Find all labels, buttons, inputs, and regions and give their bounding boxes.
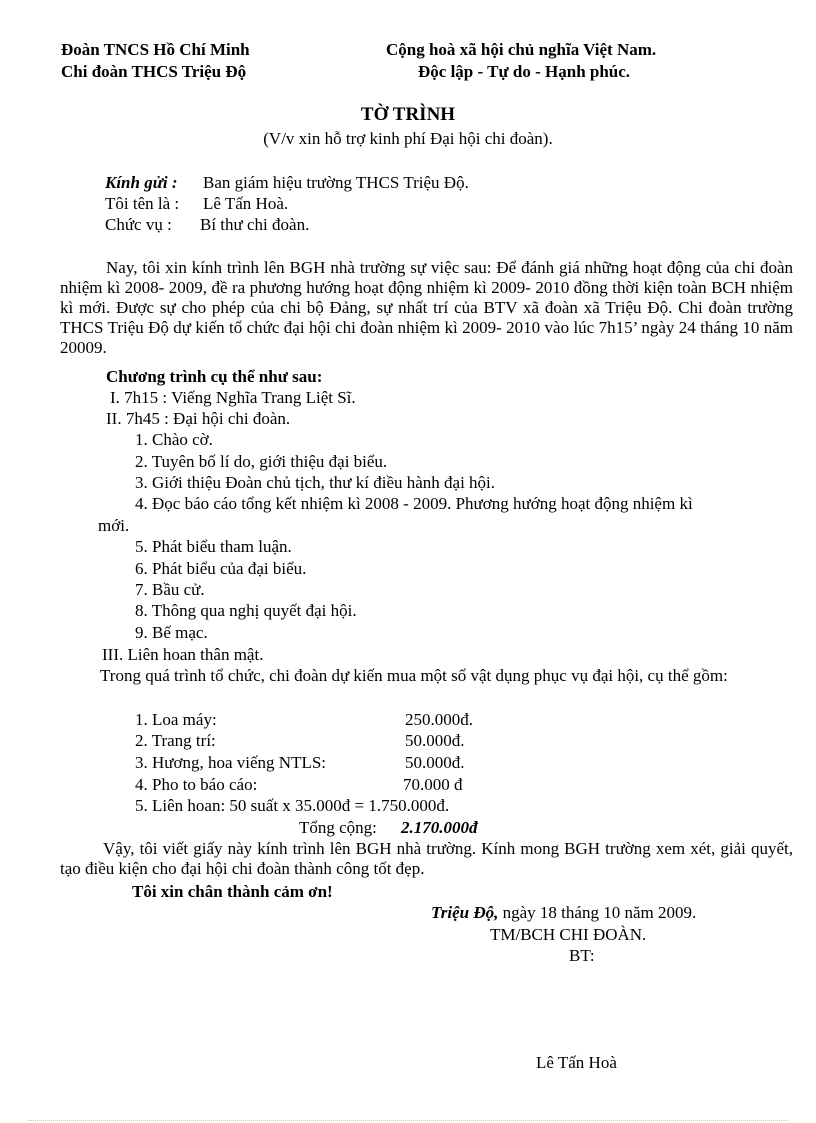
expense-label: 4. Pho to báo cáo:: [135, 775, 258, 794]
page-bottom-border: [28, 1120, 788, 1121]
expense-amount: 50.000đ.: [405, 753, 465, 772]
name-label: Tôi tên là :: [105, 194, 180, 213]
position-label: Chức vụ :: [105, 215, 172, 234]
purchase-text: Trong quá trình tổ chức, chi đoàn dự kiến mua một số vật dụng phục vụ đại hội, cụ thể gồm:: [100, 666, 728, 685]
signer-name: Lê Tấn Hoà: [536, 1053, 617, 1072]
expense-amount: 70.000 đ: [403, 775, 463, 794]
agenda-item: 2. Tuyên bố lí do, giới thiệu đại biểu.: [135, 452, 388, 471]
addressee-value: Ban giám hiệu trường THCS Triệu Độ.: [203, 173, 469, 192]
agenda-item: 4. Đọc báo cáo tổng kết nhiệm kì 2008 - 2009. Phương hướng hoạt động nhiệm kì: [135, 494, 693, 513]
addressee-label: Kính gửi :: [105, 173, 178, 192]
expense-label: 5. Liên hoan: 50 suất x 35.000đ = 1.750.000đ.: [135, 796, 450, 815]
org-branch: Chi đoàn THCS Triệu Độ: [61, 62, 247, 81]
expense-amount: 250.000đ.: [405, 710, 473, 729]
expense-label: 1. Loa máy:: [135, 710, 217, 729]
agenda-item: 7. Bầu cử.: [135, 580, 205, 599]
place-date: [431, 903, 696, 923]
expense-label: 2. Trang trí:: [135, 731, 216, 750]
total-value: 2.170.000đ: [401, 818, 478, 837]
agenda-item: 5. Phát biểu tham luận.: [135, 537, 292, 556]
org-name: Đoàn TNCS Hồ Chí Minh: [61, 40, 250, 59]
agenda-item: 1. Chào cờ.: [135, 430, 213, 449]
signer-role: BT:: [569, 946, 595, 965]
date: ngày 18 tháng 10 năm 2009.: [498, 903, 697, 922]
position-value: Bí thư chi đoàn.: [200, 215, 310, 234]
program-item-1: I. 7h15 : Viếng Nghĩa Trang Liệt Sĩ.: [110, 388, 356, 407]
expense-amount: 50.000đ.: [405, 731, 465, 750]
national-motto: Độc lập - Tự do - Hạnh phúc.: [418, 62, 631, 81]
expense-label: 3. Hương, hoa viếng NTLS:: [135, 753, 327, 772]
on-behalf: TM/BCH CHI ĐOÀN.: [490, 925, 647, 944]
total-label: Tổng cộng:: [299, 818, 377, 837]
purchase-paragraph: [60, 666, 793, 686]
agenda-item: 9. Bế mạc.: [135, 623, 208, 642]
document-subtitle: (V/v xin hỗ trợ kinh phí Đại hội chi đoàn).: [263, 129, 553, 148]
national-title: Cộng hoà xã hội chủ nghĩa Việt Nam.: [386, 40, 657, 59]
agenda-item: 6. Phát biểu của đại biểu.: [135, 559, 307, 578]
agenda-item-continued: mới.: [98, 516, 130, 535]
thanks-line: Tôi xin chân thành cảm ơn!: [132, 882, 333, 901]
program-item-3: III. Liên hoan thân mật.: [102, 645, 264, 664]
program-item-2: II. 7h45 : Đại hội chi đoàn.: [106, 409, 291, 428]
intro-paragraph: [60, 258, 793, 358]
agenda-item: 3. Giới thiệu Đoàn chủ tịch, thư kí điều hành đại hội.: [135, 473, 496, 492]
document-title: TỜ TRÌNH: [360, 104, 456, 125]
name-value: Lê Tấn Hoà.: [203, 194, 289, 213]
intro-text: Nay, tôi xin kính trình lên BGH nhà trường sự việc sau: Để đánh giá những hoạt động của chi đoàn nhiệm kì 2008- 2009, đề ra phương hướng hoạt động nhiệm kì 2009- 2010 đồng thời kiện toàn BCH nhiệm kì mới. Được sự cho phép của chi bộ Đảng, sự nhất trí của BTV xã đoàn xã Triệu Độ. Chi đoàn trường THCS Triệu Độ dự kiến tổ chức đại hội chi đoàn nhiệm kì 2009- 2010 vào lúc 7h15’ ngày 24 tháng 10 năm 20009.: [60, 258, 793, 357]
closing-paragraph: [60, 839, 793, 879]
agenda-item: 8. Thông qua nghị quyết đại hội.: [135, 601, 357, 620]
place: Triệu Độ,: [431, 903, 499, 922]
program-heading: Chương trình cụ thể như sau:: [106, 367, 323, 386]
closing-text: Vậy, tôi viết giấy này kính trình lên BGH nhà trường. Kính mong BGH trường xem xét, giải quyết, tạo điều kiện cho đại hội chi đoàn thành công tốt đẹp.: [60, 839, 793, 878]
